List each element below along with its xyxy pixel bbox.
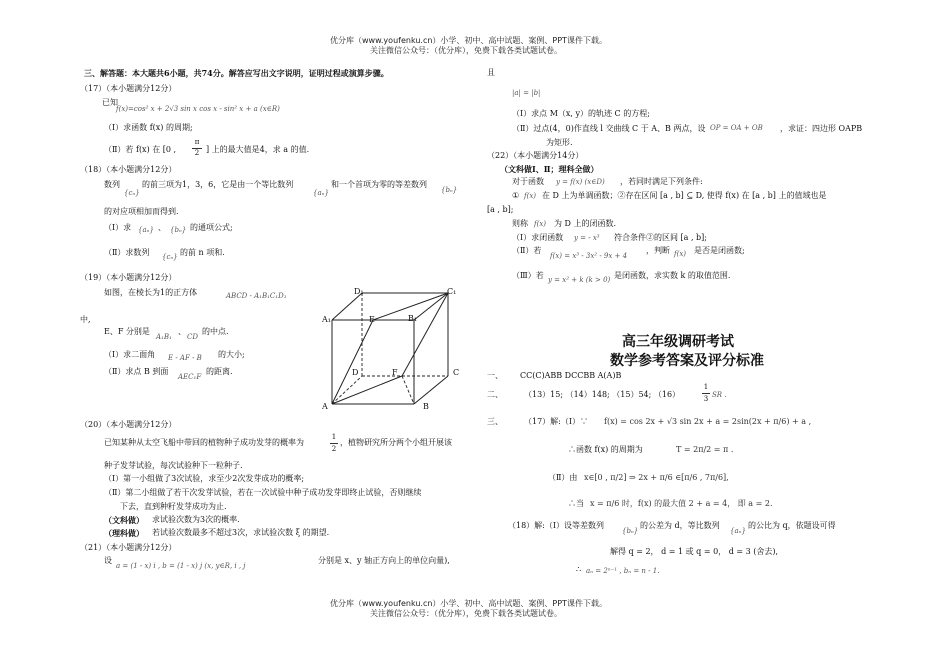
q22-l4f: f(x): [534, 220, 547, 228]
q20-l1b: ，植物研究所分两个小组开展该: [340, 438, 452, 447]
q21-l1f: a = (1 - x) i , b = (1 - x) j (x, y∈R, i , j: [116, 562, 246, 570]
edge-BC: [414, 376, 448, 404]
q20-frac-bot: 2: [331, 445, 337, 453]
q18-l1f2: {aₙ}: [313, 189, 329, 197]
cube-label-D1: D₁: [354, 287, 364, 296]
ans-two-value: （13）15; （14）148; （15）54; （16）: [524, 390, 681, 399]
q19-l1: 如图，在棱长为1的正方体: [104, 288, 198, 297]
q21-cont-and: 且: [487, 68, 495, 77]
ans18-e-formula: aₙ = 2ⁿ⁻¹ , bₙ = n - 1.: [586, 567, 660, 575]
cube-label-F: F: [392, 368, 398, 377]
ans17-a: （17）解:（Ⅰ）∵: [524, 417, 589, 426]
q22-p2f: f(x) = x³ - 3x² - 9x + 4: [550, 252, 628, 260]
answers-title2: 数学参考答案及评分标准: [610, 353, 764, 369]
q20-li: 若试验次数最多不超过3次，求试验次数 ξ 的期望.: [152, 528, 330, 537]
edge-FC1: [402, 293, 448, 376]
q22-l1f: y = f(x) (x∈D): [556, 178, 605, 186]
q19-l3c: 的中点.: [202, 327, 229, 336]
q17-given: 已知: [102, 98, 118, 107]
ans-two-label: 二、: [487, 390, 503, 399]
q20-head: （20）（本小题满分12分）: [80, 420, 177, 429]
ans18-c: 的公比为 q，依题设可得: [748, 521, 836, 530]
q22-l2f: f(x): [524, 192, 537, 200]
q18-l1b: 的前三项为1，3，6，它是由一个等比数列: [142, 180, 294, 189]
edge-AE: [332, 320, 373, 404]
header-watermark-line2: 关注微信公众号：（优分库），免费下载各类试题试卷。: [370, 46, 562, 55]
q17-part2a: （Ⅱ）若 f(x) 在 [0 ,: [104, 145, 177, 154]
ans18-b: 的公差为 d，等比数列: [640, 521, 720, 530]
q22-p2f2: f(x): [674, 250, 687, 258]
q22-head: （22）（本小题满分14分）: [487, 151, 584, 160]
q22-p3f: y = x² + k (k > 0): [548, 276, 611, 284]
edge-AF: [332, 376, 402, 404]
header-watermark-line1: 优分库（www.youfenku.cn）小学、初中、高中试题、案例、PPT课件下载。: [330, 36, 607, 45]
q20-wen-tag: （文科做）: [104, 515, 144, 525]
ans-one-label: 一、: [487, 371, 503, 380]
q19-p1f: E - AF - B: [168, 354, 202, 362]
edge-A1D1: [332, 293, 362, 320]
q19-p2f: AEC₁F: [178, 373, 202, 381]
ans17-b-formula: T = 2π/2 = π .: [676, 445, 734, 454]
q18-l2: 的对应项相加而得到.: [104, 207, 179, 216]
cube-label-B: B: [423, 402, 429, 411]
q19-l3f2: CD: [187, 333, 198, 341]
q22-p3a: （Ⅲ）若: [512, 271, 544, 280]
q18-l1c: 和一个首项为零的等差数列: [331, 180, 427, 189]
q22-l4a: 则称: [512, 219, 528, 228]
q22-p1a: （Ⅰ）求闭函数: [512, 233, 564, 242]
q21-l1b: 分别是 x、y 轴正方向上的单位向量),: [318, 556, 450, 565]
q19-l3b: 、: [178, 327, 186, 336]
footer-watermark-line1: 优分库（www.youfenku.cn）小学、初中、高中试题、案例、PPT课件下载。: [330, 599, 607, 608]
cube-figure: [318, 282, 478, 416]
ans-two-frac-top: 1: [703, 383, 709, 391]
q20-l1a: 已知某种从太空飞船中带回的植物种子成功发芽的概率为: [104, 438, 304, 447]
q18-l1f1: {cₙ}: [124, 189, 140, 197]
answers-title1: 高三年级调研考试: [622, 334, 734, 350]
q21-cont-p2c: 为矩形.: [546, 138, 573, 147]
q19-head: （19）（本小题满分12分）: [80, 273, 177, 282]
ans-two-frac-bar: [702, 393, 710, 394]
ans-three-label: 三、: [487, 417, 503, 426]
q18-p1a: （Ⅰ）求: [104, 223, 132, 232]
ans-one-value: CC(C)ABB DCCBB A(A)B: [520, 371, 622, 380]
q22-l2b: 在 D 上为单调函数；②存在区间 [a , b] ⊆ D, 使得 f(x) 在 [a , b] 上的值域也是: [542, 191, 827, 200]
q18-l1a: 数列: [104, 180, 120, 189]
ans18-e: ∴: [576, 565, 582, 574]
q18-p1c: 的通项公式;: [190, 223, 233, 232]
q19-p2b: 的距离.: [206, 367, 233, 376]
q17-part2b: ] 上的最大值是4，求 a 的值.: [206, 145, 310, 154]
cube-label-A: A: [322, 402, 328, 411]
q22-tag: （文科做Ⅰ、Ⅱ；理科全做）: [500, 164, 599, 174]
q18-p2a: （Ⅱ）求数列: [104, 248, 150, 257]
q20-wen: 求试验次数为3次的概率.: [152, 515, 240, 524]
cube-label-B1: B₁: [408, 314, 418, 323]
q18-p2f: {cₙ}: [162, 253, 178, 261]
q17-head: （17）（本小题满分12分）: [80, 84, 177, 93]
q22-p2a: （Ⅱ）若: [512, 246, 542, 255]
section-title: 三、解答题：本大题共6小题，共74分。解答应写出文字说明，证明过程或演算步骤。: [84, 68, 389, 78]
ans18-d: 解得 q = 2， d = 1 或 q = 0， d = 3 (舍去),: [610, 547, 779, 556]
cube-label-D: D: [352, 368, 359, 377]
q20-l2: 种子发芽试验，每次试验种下一粒种子.: [104, 461, 243, 470]
ans17-a-formula: f(x) = cos 2x + √3 sin 2x + a = 2sin(2x + π/6) + a ,: [604, 417, 812, 426]
q20-p2b: 下去，直到种籽发芽成功为止.: [120, 502, 227, 511]
q22-l3: [a , b];: [487, 205, 514, 214]
ans17-d-formula: x = π/6 时，f(x) 的最大值 2 + a = 4， 即 a = 2.: [590, 499, 773, 508]
ans-two-tail: SR .: [712, 391, 727, 399]
q22-l2a: ①: [512, 191, 520, 200]
q19-l3f1: A₁B₁: [156, 333, 172, 341]
q22-l4b: 为 D 上的闭函数.: [554, 219, 617, 228]
q21-cont-p2f: OP = OA + OB: [710, 124, 763, 132]
cube-label-E: E: [369, 315, 375, 324]
edge-AD-hidden: [332, 376, 362, 404]
q19-p2a: （Ⅱ）求点 B 到面: [104, 367, 169, 376]
q22-l1b: ，若同时满足下列条件:: [620, 177, 703, 186]
q20-frac-bar: [330, 443, 338, 444]
q22-p3b: 是闭函数，求实数 k 的取值范围.: [614, 271, 731, 280]
edge-FB-hidden: [402, 376, 414, 404]
q19-l3a: E、F 分别是: [104, 327, 150, 336]
cube-label-A1: A₁: [322, 315, 331, 324]
q19-p1a: （Ⅰ）求二面角: [104, 350, 156, 359]
q18-p1b: 、: [158, 223, 166, 232]
q22-p1b: 符合条件②的区间 [a , b];: [614, 233, 707, 242]
q17-part1: （Ⅰ）求函数 f(x) 的周期;: [104, 123, 193, 132]
ans17-b: ∴函数 f(x) 的周期为: [568, 445, 643, 454]
ans-two-frac-bot: 3: [703, 395, 709, 403]
ans17-c: （Ⅱ）由: [548, 473, 578, 482]
q20-p1: （Ⅰ）第一小组做了3次试验，求至少2次发芽成功的概率;: [104, 474, 305, 483]
q20-frac-top: 1: [331, 433, 337, 441]
q21-l1a: 设: [104, 556, 112, 565]
q22-p1f: y = - x³: [574, 234, 600, 242]
q18-p2b: 的前 n 项和.: [180, 248, 225, 257]
q18-p1f2: {bₙ}: [170, 226, 187, 234]
q19-l1f: ABCD - A₁B₁C₁D₁: [226, 292, 287, 300]
ans17-c-formula: x∈[0 , π/2] ⇒ 2x + π/6 ∈[π/6 , 7π/6],: [584, 473, 729, 482]
q22-p2c: 是否是闭函数;: [694, 246, 745, 255]
q18-l1f3: {bₙ}: [441, 186, 458, 194]
q18-p1f1: {aₙ}: [138, 226, 154, 234]
q17-frac-top: π: [194, 138, 200, 146]
q21-cont-formula: |a| = |b|: [512, 89, 541, 97]
q21-cont-p1: （Ⅰ）求点 M（x, y）的轨迹 C 的方程;: [512, 109, 650, 118]
ans17-d: ∴当: [568, 499, 584, 508]
q22-l1a: 对于函数: [512, 177, 544, 186]
q19-p1b: 的大小;: [218, 350, 245, 359]
q20-li-tag: （理科做）: [104, 528, 144, 538]
ans18-b-formula: {aₙ}: [730, 527, 746, 535]
q21-cont-p2a: （Ⅱ）过点(4，0)作直线 l 交曲线 C 于 A、B 两点，设: [512, 124, 706, 133]
q21-cont-p2b: ，求证：四边形 OAPB: [780, 124, 863, 133]
q17-formula: f(x)=cos² x + 2√3 sin x cos x - sin² x + a (x∈R): [116, 105, 280, 113]
q17-frac-bot: 2: [194, 149, 200, 157]
q20-p2: （Ⅱ）第二小组做了若干次发芽试验，若在一次试验中种子成功发芽即终止试验，否则继续: [104, 488, 422, 497]
q19-l2: 中,: [80, 315, 91, 324]
ans18-a: （18）解:（Ⅰ）设等差数列: [508, 521, 605, 530]
q18-head: （18）（本小题满分12分）: [80, 165, 177, 174]
q21-head: （21）（本小题满分12分）: [80, 543, 177, 552]
ans18-a-formula: {bₙ}: [622, 527, 639, 535]
edge-B1C1: [414, 293, 448, 320]
cube-label-C: C: [453, 368, 460, 377]
cube-label-C1: C₁: [447, 287, 457, 296]
footer-watermark-line2: 关注微信公众号：（优分库），免费下载各类试题试卷。: [370, 609, 562, 618]
q22-p2b: ，判断: [646, 246, 670, 255]
